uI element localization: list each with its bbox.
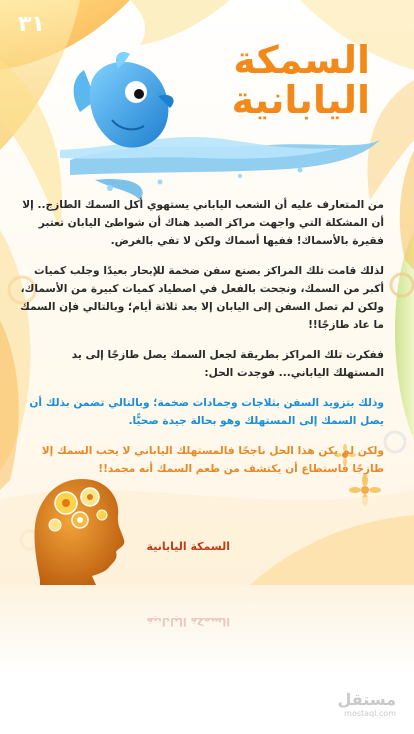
water-splash [60,137,380,200]
article-body [20,196,384,490]
paragraph-5-highlight-orange: ولكن لم يكن هذا الحل ناجحًا فالمستهلك الياباني لا يحب السمك إلا طازجًا فاستطاع أن يكتشف من طعم السمك أنه مجمد!! [41,445,384,475]
paragraph-3: ففكرت تلك المراكز بطريقة لجعل السمك يصل طازجًا إلى يد المستهلك الياباني... فوجدت الحل: [71,349,384,379]
title-line-2: اليابانية [231,78,370,122]
site-watermark [337,691,396,719]
reflected-footer-label: السمكة اليابانية [146,615,230,628]
footer-title-label: السمكة اليابانية [146,540,230,553]
page-number: ٣١ [18,12,45,37]
watermark-url: mostaql.com [344,709,396,718]
paragraph-4-highlight-blue: وذلك بتزويد السفن بثلاجات وجمادات ضخمة؛ وبالتالي تضمن بذلك أن يصل السمك إلى المستهلك وهو بحالة جيدة صحيًّا. [29,397,384,427]
page-reflection [0,585,414,734]
page-title [130,40,370,120]
watermark-logo-text: مستقل [337,690,396,709]
paragraph-1: من المتعارف عليه أن الشعب الياباني يستهوي أكل السمك الطازج.. إلا أن المشكلة التي واجهت مراكز الصيد هناك أن شواطئ اليابان تعتبر فقيرة بالأسماك! ففيها أسماك ولكن لا تفي بالغرض. [22,199,384,247]
paragraph-2: لذلك قامت تلك المراكز بصنع سفن ضخمة للإبحار بعيدًا وجلب كميات أكبر من السمك، ونجحت بالفعل في اصطياد كميات كبيرة من الأسماك، ولكن لم تصل السفن إلى اليابان إلا بعد ثلاثة أيام؛ وبالتالي فإن السمك ما عاد طازجًا!! [20,265,384,331]
title-line-1: السمكة [233,38,370,82]
